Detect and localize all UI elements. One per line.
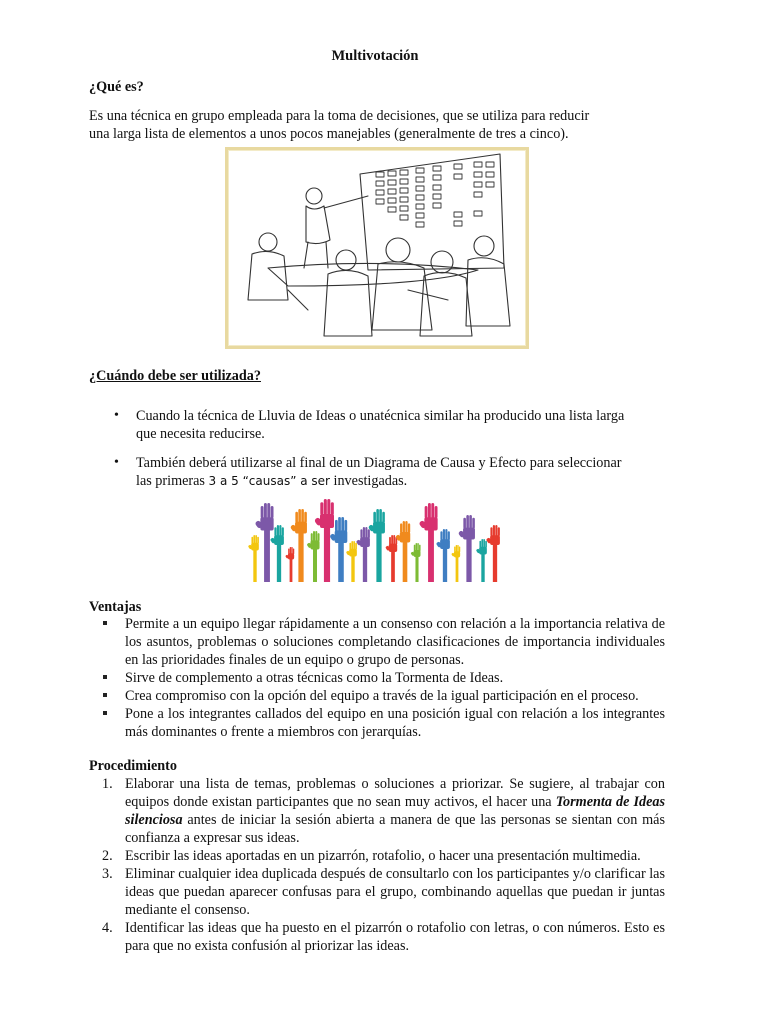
que-es-text: [89, 107, 689, 143]
list-item: Pone a los integrantes callados del equipo en una posición igual con relación a los integrantes más dominantes o frente a miembros con jerarquías.: [125, 706, 665, 740]
ventajas-list: [125, 615, 665, 741]
cuando-list: [136, 407, 666, 490]
raised-hand-icon: [290, 509, 307, 582]
emphasis-text: Tormenta de Ideas silenciosa: [125, 794, 665, 828]
raised-hand-icon: [458, 515, 475, 582]
list-item: [102, 847, 665, 865]
raised-hand-icon: [285, 547, 294, 582]
raised-hand-icon: [346, 541, 357, 582]
list-item-text: Escribir las ideas aportadas en un pizarrón, rotafolio, o hacer una presentación multimedia.: [125, 848, 641, 864]
cuando-item-text: que necesita reducirse.: [136, 426, 265, 442]
procedimiento-list: [102, 775, 665, 955]
list-item: [102, 865, 665, 919]
raised-hand-icon: [270, 525, 284, 582]
list-number: 3.: [102, 866, 113, 882]
raised-hand-icon: [436, 529, 450, 582]
cuando-item-text: Cuando la técnica de Lluvia de Ideas o una: [136, 408, 381, 424]
que-es-line: una larga lista de elementos a unos pocos manejables (generalmente de tres a cinco).: [89, 126, 569, 142]
cuando-item-text: técnica similar ha producido una lista larga: [380, 408, 625, 424]
list-item: [136, 454, 666, 490]
raised-hand-icon: [451, 545, 460, 582]
list-item-text: Eliminar cualquier idea duplicada después de consultarlo con los participantes y/o clarificar las ideas que puedan aparecer confusas para el grupo, combinando aquellas que puedan ir juntas mediante el consenso.: [125, 866, 665, 918]
list-item: Permite a un equipo llegar rápidamente a un consenso con relación a la importancia relativa de los asuntos, problemas o soluciones completando clasificaciones de importancia individuales en las prioridades finales de un equipo o grupo de personas.: [125, 616, 665, 668]
list-item-text: antes de iniciar la sesión abierta a manera de que las personas se sientan con más confianza a expresar sus ideas.: [125, 812, 665, 846]
meeting-illustration: [225, 147, 529, 349]
list-item: [102, 919, 665, 955]
document-title: Multivotación: [331, 48, 419, 64]
raised-hand-icon: [356, 527, 370, 582]
raised-hand-icon: [368, 509, 385, 582]
raised-hand-icon: [419, 503, 438, 582]
list-item: Crea compromiso con la opción del equipo a través de la igual participación en el proceso.: [125, 687, 665, 705]
raised-hands-icon: [247, 494, 503, 582]
que-es-heading: ¿Qué es?: [89, 79, 144, 95]
cuando-item-text: 3 a 5 “causas” a ser: [208, 474, 330, 488]
que-es-line: Es una técnica en grupo empleada para la toma de decisiones, que se utiliza para reducir: [89, 108, 590, 124]
ventajas-heading: Ventajas: [89, 599, 142, 615]
raised-hands-illustration: [247, 494, 503, 582]
raised-hand-icon: [476, 539, 487, 582]
raised-hand-icon: [410, 543, 420, 582]
raised-hand-icon: [248, 535, 259, 582]
procedimiento-heading: Procedimiento: [89, 758, 177, 774]
cuando-item-text: las primeras: [136, 473, 209, 489]
cuando-item-text: investigadas.: [329, 473, 408, 489]
raised-hand-icon: [385, 535, 397, 582]
raised-hand-icon: [486, 525, 500, 582]
cuando-item-text: • También deberá utilizarse al final de un Diagrama de Causa y Efecto para seleccionar: [136, 455, 622, 471]
list-item: [102, 775, 665, 847]
list-item: [136, 407, 666, 443]
list-number: 1.: [102, 776, 113, 792]
raised-hand-icon: [306, 531, 319, 582]
meeting-sketch-icon: [228, 150, 526, 346]
list-number: 4.: [102, 920, 113, 936]
list-item-text: Identificar las ideas que ha puesto en el pizarrón o rotafolio con letras, o con números. Esto es para que no exista confusión al priorizar las ideas.: [125, 920, 665, 954]
raised-hand-icon: [395, 521, 410, 582]
cuando-heading: ¿Cuándo debe ser utilizada?: [89, 368, 261, 384]
list-number: 2.: [102, 848, 113, 864]
list-item: Sirve de complemento a otras técnicas como la Tormenta de Ideas.: [125, 669, 665, 687]
list-item-text: Elaborar una lista de temas, problemas o soluciones a priorizar. Se sugiere, al trabajar con equipos donde existan participantes que no sean muy activos, el hacer una: [125, 776, 665, 810]
